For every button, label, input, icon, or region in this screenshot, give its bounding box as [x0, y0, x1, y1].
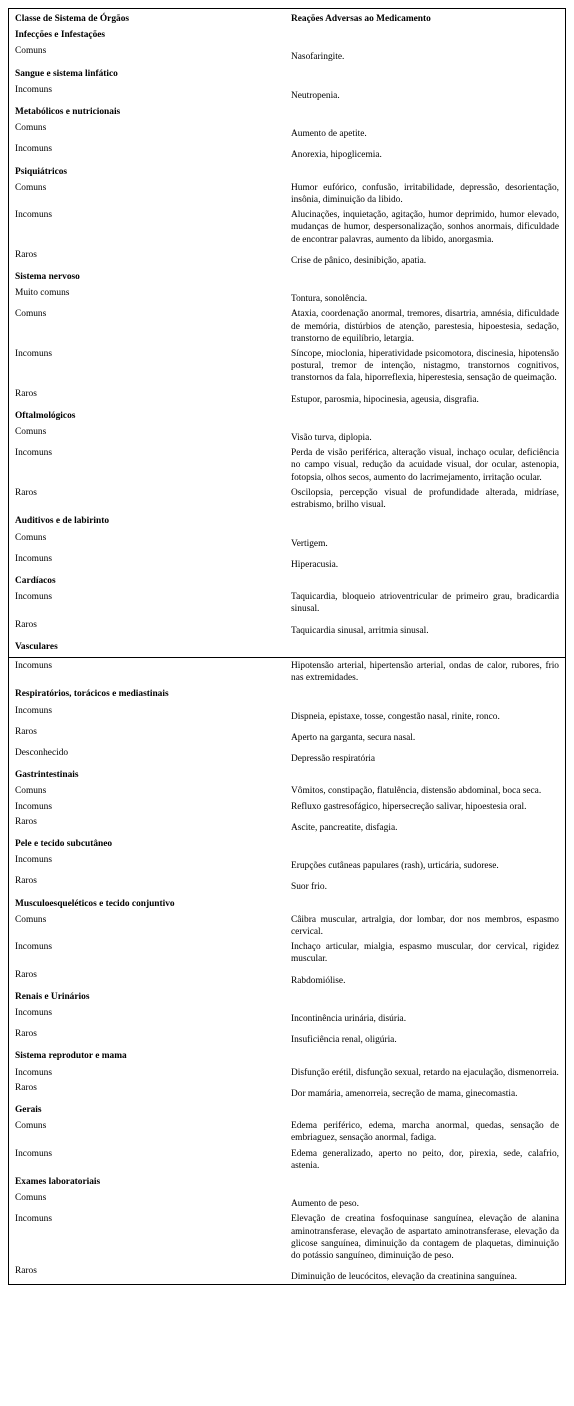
table-row	[9, 247, 565, 268]
category-row	[9, 572, 565, 589]
reactions-cell: Taquicardia, bloqueio atrioventricular de primeiro grau, bradicardia sinusal.	[291, 592, 559, 615]
reactions-cell: Oscilopsia, percepção visual de profundidade alterada, midríase, estrabismo, brilho visual.	[291, 487, 559, 511]
table-row	[9, 346, 565, 386]
table-row	[9, 799, 565, 814]
category-row	[9, 685, 565, 702]
frequency-cell: Comuns	[15, 914, 47, 925]
frequency-cell: Raros	[15, 726, 37, 737]
table-row	[9, 724, 565, 745]
frequency-cell: Comuns	[15, 182, 47, 193]
table-row	[9, 180, 565, 207]
table-row	[9, 617, 565, 638]
frequency-cell: Incomuns	[15, 1007, 52, 1018]
reactions-cell: Anorexia, hipoglicemia.	[291, 150, 382, 161]
frequency-cell: Incomuns	[15, 801, 52, 812]
category-name: Exames laboratoriais	[15, 1177, 101, 1188]
category-name: Gerais	[15, 1105, 42, 1115]
frequency-cell: Incomuns	[15, 942, 52, 953]
category-name: Sangue e sistema linfático	[15, 68, 118, 79]
category-row	[9, 163, 565, 180]
category-name: Sistema nervoso	[15, 272, 80, 283]
table-row	[9, 852, 565, 873]
reactions-cell: Inchaço articular, mialgia, espasmo muscular, dor cervical, rigidez muscular.	[291, 942, 559, 965]
reactions-cell: Crise de pânico, desinibição, apatia.	[291, 255, 427, 266]
table-row	[9, 589, 565, 616]
table-row	[9, 1080, 565, 1101]
frequency-cell: Incomuns	[15, 1148, 52, 1159]
reactions-cell: Ataxia, coordenação anormal, tremores, disartria, amnésia, dificuldade de memória, distúrbios de atenção, parestesia, hipoestesia, sedação, transtorno de equilíbrio, letargia.	[291, 309, 559, 344]
reactions-cell: Aperto na garganta, secura nasal.	[291, 732, 416, 743]
header-adverse-reactions: Reações Adversas ao Medicamento	[291, 14, 431, 24]
table-row	[9, 285, 565, 306]
table-row	[9, 424, 565, 445]
reactions-cell: Ascite, pancreatite, disfagia.	[291, 822, 398, 833]
category-name: Psiquiátricos	[15, 166, 68, 177]
reactions-cell: Câibra muscular, artralgia, dor lombar, dor nos membros, espasmo cervical.	[291, 914, 559, 937]
reactions-cell: Dor mamária, amenorreia, secreção de mama, ginecomastia.	[291, 1088, 518, 1099]
table-row	[9, 43, 565, 64]
category-row	[9, 268, 565, 285]
frequency-cell: Incomuns	[15, 855, 52, 866]
table-row	[9, 912, 565, 939]
reactions-cell: Tontura, sonolência.	[291, 294, 368, 305]
frequency-cell: Incomuns	[15, 1214, 52, 1225]
frequency-cell: Incomuns	[15, 705, 52, 716]
category-row	[9, 1101, 565, 1118]
category-row	[9, 638, 565, 655]
frequency-cell: Raros	[15, 388, 37, 399]
frequency-cell: Comuns	[15, 786, 47, 797]
reactions-cell: Visão turva, diplopia.	[291, 433, 372, 444]
table-row	[9, 306, 565, 346]
category-name: Pele e tecido subcutâneo	[15, 838, 113, 849]
table-row	[9, 783, 565, 798]
category-name: Metabólicos e nutricionais	[15, 107, 121, 118]
reactions-cell: Humor eufórico, confusão, irritabilidade, depressão, desorientação, insônia, diminuição da libido.	[291, 182, 559, 206]
frequency-cell: Raros	[15, 1082, 37, 1093]
frequency-cell: Comuns	[15, 123, 47, 134]
frequency-cell: Desconhecido	[15, 747, 69, 758]
frequency-cell: Raros	[15, 969, 37, 980]
reactions-cell: Incontinência urinária, disúria.	[291, 1013, 407, 1024]
frequency-cell: Comuns	[15, 532, 47, 543]
category-row	[9, 988, 565, 1005]
category-row	[9, 835, 565, 852]
reactions-cell: Edema periférico, edema, marcha anormal, quedas, sensação de embriaguez, sensação anormal, fadiga.	[291, 1121, 559, 1144]
frequency-cell: Comuns	[15, 427, 47, 438]
frequency-cell: Incomuns	[15, 210, 52, 221]
category-row	[9, 1173, 565, 1190]
frequency-cell: Comuns	[15, 46, 47, 57]
reactions-cell: Erupções cutâneas papulares (rash), urticária, sudorese.	[291, 861, 499, 872]
reactions-cell: Vômitos, constipação, flatulência, distensão abdominal, boca seca.	[291, 786, 542, 797]
frequency-cell: Incomuns	[15, 84, 52, 95]
category-row	[9, 1047, 565, 1064]
table-row	[9, 873, 565, 894]
reactions-cell: Estupor, parosmia, hipocinesia, ageusia, disgrafia.	[291, 394, 479, 405]
category-row	[9, 26, 565, 43]
frequency-cell: Incomuns	[15, 144, 52, 155]
category-row	[9, 895, 565, 912]
table-row	[9, 551, 565, 572]
category-name: Oftalmológicos	[15, 410, 76, 421]
category-name: Sistema reprodutor e mama	[15, 1051, 127, 1062]
frequency-cell: Incomuns	[15, 448, 52, 459]
category-row	[9, 407, 565, 424]
category-name: Infecções e Infestações	[15, 30, 106, 41]
frequency-cell: Raros	[15, 619, 37, 630]
frequency-cell: Comuns	[15, 309, 47, 320]
table-row	[9, 658, 565, 685]
reactions-cell: Refluxo gastresofágico, hipersecreção salivar, hipoestesia oral.	[291, 801, 527, 812]
reactions-cell: Alucinações, inquietação, agitação, humor deprimido, humor elevado, mudanças de humor, despersonalização, sonhos anormais, dificuldade de encontrar palavras, aumento da libido, anorgasmia.	[291, 210, 559, 245]
document-page	[8, 8, 566, 1285]
category-name: Auditivos e de labirinto	[15, 516, 110, 527]
frequency-cell: Raros	[15, 876, 37, 887]
table-row	[9, 1026, 565, 1047]
reactions-cell: Hipotensão arterial, hipertensão arterial, ondas de calor, rubores, frio nas extremidades.	[291, 660, 559, 684]
header-organ-class: Classe de Sistema de Órgãos	[15, 14, 130, 24]
frequency-cell: Incomuns	[15, 660, 52, 671]
category-name: Cardíacos	[15, 575, 56, 586]
table-row	[9, 703, 565, 724]
category-name: Vasculares	[15, 641, 58, 652]
reactions-cell: Disfunção erétil, disfunção sexual, retardo na ejaculação, dismenorreia.	[291, 1067, 559, 1078]
frequency-cell: Incomuns	[15, 553, 52, 564]
table-row	[9, 1211, 565, 1263]
category-name: Gastrintestinais	[15, 770, 79, 781]
reactions-cell: Dispneia, epistaxe, tosse, congestão nasal, rinite, ronco.	[291, 711, 500, 722]
table-row	[9, 745, 565, 766]
category-name: Musculoesqueléticos e tecido conjuntivo	[15, 898, 175, 909]
table-row	[9, 485, 565, 512]
table-row	[9, 1118, 565, 1145]
table-row	[9, 386, 565, 407]
category-row	[9, 512, 565, 529]
table-row	[9, 120, 565, 141]
category-row	[9, 103, 565, 120]
table-row	[9, 207, 565, 247]
table-row	[9, 445, 565, 485]
table-row	[9, 1065, 565, 1080]
table-header-row	[9, 9, 565, 26]
reactions-cell: Diminuição de leucócitos, elevação da creatinina sanguínea.	[291, 1272, 517, 1283]
frequency-cell: Raros	[15, 1029, 37, 1040]
frequency-cell: Comuns	[15, 1193, 47, 1204]
reactions-cell: Depressão respiratória	[291, 753, 376, 764]
table-row	[9, 967, 565, 988]
frequency-cell: Comuns	[15, 1121, 47, 1132]
reactions-cell: Perda de visão periférica, alteração visual, inchaço ocular, deficiência no campo visual, redução da acuidade visual, dor ocular, astenopia, fotopsia, olhos secos, aumento do lacrimejamento, irritação ocular.	[291, 448, 559, 483]
table-body	[9, 26, 565, 1284]
frequency-cell: Raros	[15, 816, 37, 827]
table-row	[9, 82, 565, 103]
table-row	[9, 1146, 565, 1173]
reactions-cell: Neutropenia.	[291, 90, 340, 101]
frequency-cell: Incomuns	[15, 1067, 52, 1078]
table-row	[9, 814, 565, 835]
reactions-cell: Vertigem.	[291, 538, 328, 549]
reactions-cell: Elevação de creatina fosfoquinase sanguínea, elevação de alanina aminotransferase, elevação de aspartato aminotransferase, elevação da glicose sanguínea, diminuição da contagem de plaquetas, diminuição do potássio sanguíneo, diminuição de peso.	[291, 1214, 559, 1262]
reactions-cell: Síncope, mioclonia, hiperatividade psicomotora, discinesia, hipotensão postural, tremor de intenção, nistagmo, transtornos cognitivos, transtornos da fala, hiporreflexia, hiperestesia, sensação de queimação.	[291, 349, 559, 384]
reactions-cell: Hiperacusia.	[291, 559, 339, 570]
category-name: Respiratórios, torácicos e mediastinais	[15, 689, 169, 700]
category-row	[9, 65, 565, 82]
frequency-cell: Raros	[15, 487, 37, 498]
reactions-cell: Insuficiência renal, oligúria.	[291, 1035, 397, 1046]
frequency-cell: Raros	[15, 249, 37, 260]
table-row	[9, 141, 565, 162]
frequency-cell: Incomuns	[15, 349, 52, 360]
table-row	[9, 939, 565, 966]
category-name: Renais e Urinários	[15, 991, 90, 1002]
reactions-cell: Taquicardia sinusal, arritmia sinusal.	[291, 625, 429, 636]
table-row	[9, 1005, 565, 1026]
table-row	[9, 1263, 565, 1284]
reactions-cell: Suor frio.	[291, 882, 327, 893]
reactions-cell: Aumento de apetite.	[291, 129, 367, 140]
frequency-cell: Raros	[15, 1266, 37, 1277]
table-row	[9, 1190, 565, 1211]
frequency-cell: Incomuns	[15, 592, 52, 603]
category-row	[9, 766, 565, 783]
reactions-cell: Aumento de peso.	[291, 1199, 359, 1210]
reactions-cell: Rabdomiólise.	[291, 975, 346, 986]
frequency-cell: Muito comuns	[15, 288, 70, 299]
reactions-cell: Nasofaringite.	[291, 52, 345, 63]
reactions-cell: Edema generalizado, aperto no peito, dor, pirexia, sede, calafrio, astenia.	[291, 1148, 559, 1171]
adverse-reactions-table	[8, 8, 566, 1285]
table-row	[9, 530, 565, 551]
